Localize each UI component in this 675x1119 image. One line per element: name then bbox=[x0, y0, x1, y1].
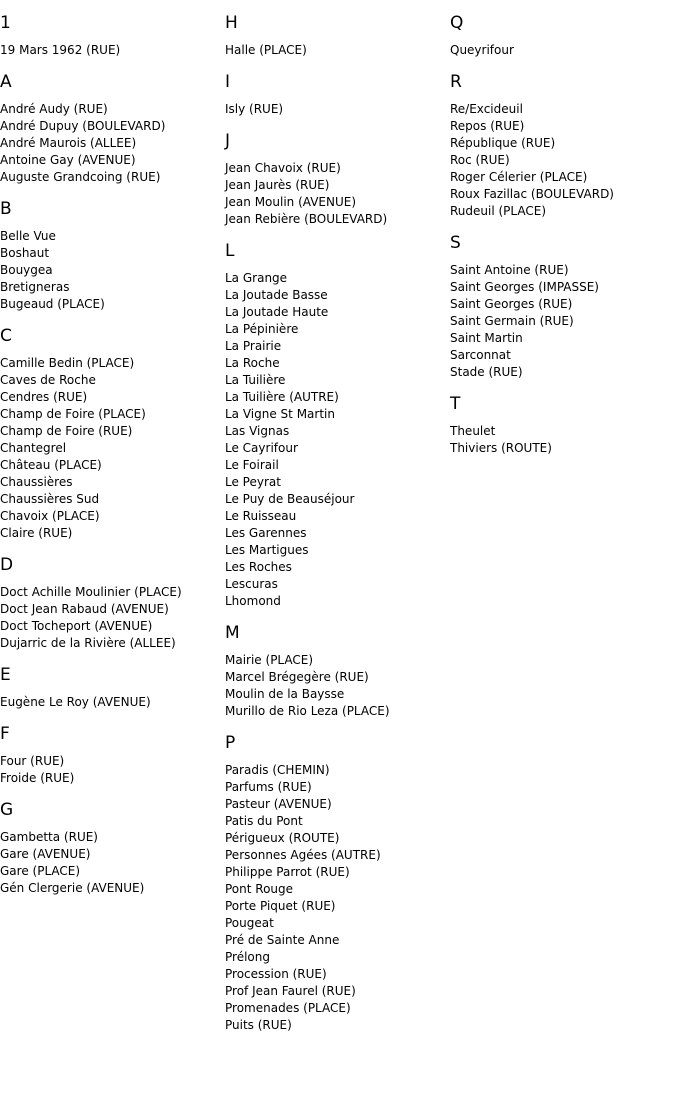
section-letter-heading: L bbox=[225, 241, 235, 261]
street-list bbox=[0, 829, 225, 897]
letter-section bbox=[225, 72, 450, 118]
street-name: Le Puy de Beauséjour bbox=[225, 492, 355, 506]
street-list bbox=[450, 42, 675, 59]
street-name: Saint Antoine (RUE) bbox=[450, 263, 569, 277]
street-name: Claire (RUE) bbox=[0, 526, 73, 540]
street-name: Pasteur (AVENUE) bbox=[225, 797, 332, 811]
street-index-column-1 bbox=[0, 0, 225, 907]
street-list bbox=[450, 262, 675, 381]
street-name: La Prairie bbox=[225, 339, 282, 353]
street-name: Stade (RUE) bbox=[450, 365, 523, 379]
street-name: Doct Tocheport (AVENUE) bbox=[0, 619, 153, 633]
letter-section bbox=[0, 724, 225, 787]
street-name: Bouygea bbox=[0, 263, 53, 277]
street-name: La Grange bbox=[225, 271, 288, 285]
street-index-column-3 bbox=[450, 0, 675, 467]
letter-section bbox=[0, 326, 225, 542]
street-list bbox=[225, 160, 450, 228]
street-name: Périgueux (ROUTE) bbox=[225, 831, 340, 845]
letter-section bbox=[450, 13, 675, 59]
street-name: République (RUE) bbox=[450, 136, 556, 150]
section-letter-heading: M bbox=[225, 623, 240, 643]
section-letter-heading: A bbox=[0, 72, 12, 92]
street-name: Belle Vue bbox=[0, 229, 56, 243]
street-name: Halle (PLACE) bbox=[225, 43, 307, 57]
street-name: Puits (RUE) bbox=[225, 1018, 292, 1032]
street-name: Froide (RUE) bbox=[0, 771, 75, 785]
street-name: Dujarric de la Rivière (ALLEE) bbox=[0, 636, 176, 650]
street-name: Eugène Le Roy (AVENUE) bbox=[0, 695, 151, 709]
letter-section bbox=[225, 13, 450, 59]
letter-section bbox=[225, 131, 450, 228]
letter-section bbox=[0, 199, 225, 313]
letter-section bbox=[0, 13, 225, 59]
street-name: Cendres (RUE) bbox=[0, 390, 88, 404]
street-name: La Tuilière bbox=[225, 373, 286, 387]
street-name: Saint Germain (RUE) bbox=[450, 314, 574, 328]
street-name: Pré de Sainte Anne bbox=[225, 933, 340, 947]
section-letter-heading: B bbox=[0, 199, 12, 219]
street-name: Saint Martin bbox=[450, 331, 523, 345]
street-list bbox=[0, 101, 225, 186]
street-name: Château (PLACE) bbox=[0, 458, 102, 472]
letter-section bbox=[450, 394, 675, 457]
street-name: Procession (RUE) bbox=[225, 967, 327, 981]
street-list bbox=[450, 423, 675, 457]
street-list bbox=[450, 101, 675, 220]
street-name: Four (RUE) bbox=[0, 754, 65, 768]
section-letter-heading: Q bbox=[450, 13, 464, 33]
street-name: Gare (AVENUE) bbox=[0, 847, 91, 861]
letter-section bbox=[0, 800, 225, 897]
street-name: Queyrifour bbox=[450, 43, 514, 57]
street-name: Prof Jean Faurel (RUE) bbox=[225, 984, 356, 998]
street-name: Bretigneras bbox=[0, 280, 70, 294]
letter-section bbox=[225, 241, 450, 610]
street-name: Pougeat bbox=[225, 916, 274, 930]
street-name: Personnes Agées (AUTRE) bbox=[225, 848, 381, 862]
letter-section bbox=[450, 233, 675, 381]
street-name: Lescuras bbox=[225, 577, 278, 591]
section-letter-heading: S bbox=[450, 233, 461, 253]
letter-section bbox=[225, 623, 450, 720]
street-name: Paradis (CHEMIN) bbox=[225, 763, 330, 777]
street-name: Lhomond bbox=[225, 594, 281, 608]
street-name: Chavoix (PLACE) bbox=[0, 509, 100, 523]
street-name: Prélong bbox=[225, 950, 270, 964]
street-name: Le Cayrifour bbox=[225, 441, 298, 455]
street-name: Bugeaud (PLACE) bbox=[0, 297, 105, 311]
street-name: Doct Jean Rabaud (AVENUE) bbox=[0, 602, 169, 616]
street-name: Rudeuil (PLACE) bbox=[450, 204, 547, 218]
street-list bbox=[0, 694, 225, 711]
street-name: Jean Chavoix (RUE) bbox=[225, 161, 341, 175]
section-letter-heading: T bbox=[450, 394, 461, 414]
street-name: Les Martigues bbox=[225, 543, 309, 557]
street-name: Theulet bbox=[450, 424, 496, 438]
street-name: Saint Georges (RUE) bbox=[450, 297, 573, 311]
street-list bbox=[225, 270, 450, 610]
section-letter-heading: D bbox=[0, 555, 14, 575]
street-name: Parfums (RUE) bbox=[225, 780, 312, 794]
street-list bbox=[0, 753, 225, 787]
street-name: Le Peyrat bbox=[225, 475, 281, 489]
street-list bbox=[225, 762, 450, 1034]
letter-section bbox=[0, 72, 225, 186]
street-name: Roger Célerier (PLACE) bbox=[450, 170, 588, 184]
street-name: Mairie (PLACE) bbox=[225, 653, 314, 667]
street-list bbox=[0, 228, 225, 313]
street-list bbox=[0, 584, 225, 652]
street-name: André Maurois (ALLEE) bbox=[0, 136, 137, 150]
street-name: Jean Moulin (AVENUE) bbox=[225, 195, 357, 209]
letter-section bbox=[0, 555, 225, 652]
street-name: Les Roches bbox=[225, 560, 292, 574]
street-name: Chaussières bbox=[0, 475, 73, 489]
street-list bbox=[225, 652, 450, 720]
letter-section bbox=[0, 665, 225, 711]
street-name: Roux Fazillac (BOULEVARD) bbox=[450, 187, 614, 201]
street-name: Murillo de Rio Leza (PLACE) bbox=[225, 704, 390, 718]
street-name: Thiviers (ROUTE) bbox=[450, 441, 552, 455]
section-letter-heading: R bbox=[450, 72, 462, 92]
street-name: Champ de Foire (PLACE) bbox=[0, 407, 146, 421]
section-letter-heading: 1 bbox=[0, 13, 11, 33]
street-name: Marcel Brégegère (RUE) bbox=[225, 670, 369, 684]
street-name: Jean Jaurès (RUE) bbox=[225, 178, 330, 192]
street-name: Champ de Foire (RUE) bbox=[0, 424, 133, 438]
street-name: Porte Piquet (RUE) bbox=[225, 899, 336, 913]
section-letter-heading: J bbox=[225, 131, 231, 151]
street-name: Auguste Grandcoing (RUE) bbox=[0, 170, 161, 184]
section-letter-heading: E bbox=[0, 665, 11, 685]
street-list bbox=[0, 42, 225, 59]
street-name: Antoine Gay (AVENUE) bbox=[0, 153, 136, 167]
street-name: Roc (RUE) bbox=[450, 153, 510, 167]
street-name: La Roche bbox=[225, 356, 280, 370]
section-letter-heading: P bbox=[225, 733, 236, 753]
street-name: Gén Clergerie (AVENUE) bbox=[0, 881, 145, 895]
street-list bbox=[0, 355, 225, 542]
street-name: André Dupuy (BOULEVARD) bbox=[0, 119, 166, 133]
street-name: Patis du Pont bbox=[225, 814, 303, 828]
street-name: Re/Excideuil bbox=[450, 102, 523, 116]
street-list bbox=[225, 42, 450, 59]
street-name: Caves de Roche bbox=[0, 373, 96, 387]
street-name: Jean Rebière (BOULEVARD) bbox=[225, 212, 388, 226]
street-name: Sarconnat bbox=[450, 348, 511, 362]
street-name: Chaussières Sud bbox=[0, 492, 100, 506]
street-name: La Joutade Basse bbox=[225, 288, 328, 302]
street-name: Repos (RUE) bbox=[450, 119, 525, 133]
street-name: Saint Georges (IMPASSE) bbox=[450, 280, 599, 294]
section-letter-heading: I bbox=[225, 72, 231, 92]
street-name: André Audy (RUE) bbox=[0, 102, 108, 116]
street-name: Gare (PLACE) bbox=[0, 864, 81, 878]
street-name: Chantegrel bbox=[0, 441, 67, 455]
street-index-column-2 bbox=[225, 0, 450, 1044]
street-name: La Tuilière (AUTRE) bbox=[225, 390, 339, 404]
street-name: La Vigne St Martin bbox=[225, 407, 335, 421]
street-name: Les Garennes bbox=[225, 526, 307, 540]
street-name: Le Ruisseau bbox=[225, 509, 297, 523]
street-name: 19 Mars 1962 (RUE) bbox=[0, 43, 121, 57]
street-name: Le Foirail bbox=[225, 458, 279, 472]
street-name: La Joutade Haute bbox=[225, 305, 329, 319]
section-letter-heading: H bbox=[225, 13, 238, 33]
street-name: Boshaut bbox=[0, 246, 50, 260]
street-name: Camille Bedin (PLACE) bbox=[0, 356, 135, 370]
street-name: La Pépinière bbox=[225, 322, 299, 336]
letter-section bbox=[450, 72, 675, 220]
street-name: Promenades (PLACE) bbox=[225, 1001, 351, 1015]
street-name: Gambetta (RUE) bbox=[0, 830, 98, 844]
section-letter-heading: G bbox=[0, 800, 14, 820]
street-name: Philippe Parrot (RUE) bbox=[225, 865, 350, 879]
street-list bbox=[225, 101, 450, 118]
street-name: Moulin de la Baysse bbox=[225, 687, 345, 701]
street-name: Doct Achille Moulinier (PLACE) bbox=[0, 585, 182, 599]
letter-section bbox=[225, 733, 450, 1034]
section-letter-heading: C bbox=[0, 326, 12, 346]
street-name: Pont Rouge bbox=[225, 882, 294, 896]
street-name: Las Vignas bbox=[225, 424, 290, 438]
section-letter-heading: F bbox=[0, 724, 10, 744]
street-name: Isly (RUE) bbox=[225, 102, 284, 116]
